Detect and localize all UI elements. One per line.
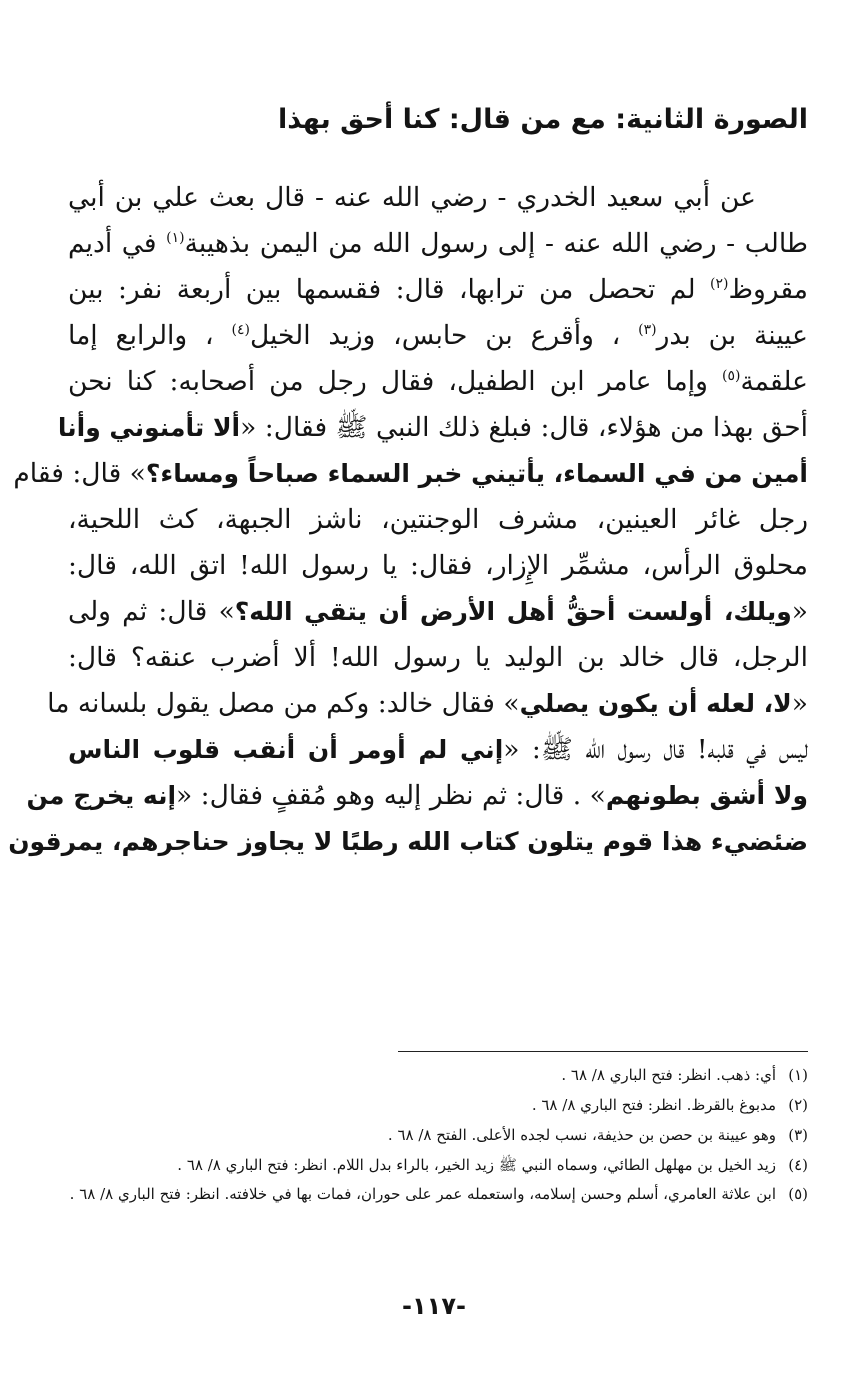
footnote-number: (٥)	[788, 1185, 808, 1203]
text-line	[68, 497, 808, 543]
bold-hadith-text: ضئضيء هذا قوم يتلون كتاب الله رطبًا لا يجاوز حناجرهم، يمرقون	[8, 827, 808, 856]
text-line	[13, 451, 808, 497]
text-segment: » قال: فقام	[13, 458, 146, 489]
footnote-ref: (٣)	[638, 322, 657, 339]
footnote	[68, 1090, 808, 1120]
footnote-number: (٣)	[788, 1126, 808, 1144]
footnote-text: أي: ذهب. انظر: فتح الباري ٨/ ٦٨ .	[561, 1066, 776, 1084]
text-segment: عيينة بن بدر	[656, 320, 808, 351]
text-segment: طالب - رضي الله عنه - إلى رسول الله من اليمن بذهيبة	[184, 228, 808, 259]
text-line	[68, 727, 808, 773]
footnotes	[68, 1060, 808, 1208]
footnote-number: (٢)	[788, 1096, 808, 1114]
footnote-text: زيد الخيل بن مهلهل الطائي، وسماه النبي ﷺ زيد الخير، بالراء بدل اللام. انظر: فتح الباري ٨/ ٦٨ .	[177, 1156, 776, 1174]
text-line	[47, 681, 808, 727]
bold-hadith-text: ويلك، أولست أحقُّ أهل الأرض أن يتقي الله؟	[234, 597, 792, 626]
text-line	[68, 313, 808, 359]
text-segment: » . قال: ثم نظر إليه وهو مُقفٍ فقال: «	[176, 780, 606, 811]
text-segment: لم تحصل من ترابها، قال: فقسمها بين أربعة نفر: بين	[68, 274, 710, 305]
text-segment: ، وأقرع بن حابس، وزيد الخيل	[249, 320, 639, 351]
text-line	[68, 543, 808, 589]
bold-hadith-text: ولا أشق بطونهم	[605, 781, 808, 810]
footnote	[68, 1180, 808, 1208]
text-segment: «	[791, 688, 808, 719]
text-segment: علقمة	[740, 366, 808, 397]
footnote	[68, 1150, 808, 1180]
footnote-ref: (٤)	[231, 322, 250, 339]
text-segment: مقروظ	[728, 274, 808, 305]
page-number: -١١٧-	[402, 1292, 466, 1320]
book-page	[8, 0, 808, 1380]
text-segment: عن أبي سعيد الخدري - رضي الله عنه - قال بعث علي بن أبي	[68, 182, 756, 213]
bold-hadith-text: لا، لعله أن يكون يصلي	[519, 689, 792, 718]
bold-hadith-text: ألا تأمنوني وأنا	[57, 413, 241, 442]
text-line	[68, 359, 808, 405]
section-heading: الصورة الثانية: مع من قال: كنا أحق بهذا	[277, 104, 808, 135]
footnote-text: مدبوغ بالقرظ. انظر: فتح الباري ٨/ ٦٨ .	[531, 1096, 776, 1114]
footnote-ref: (٢)	[710, 276, 729, 293]
bold-hadith-text: أمين من في السماء، يأتيني خبر السماء صباحاً ومساء؟	[145, 459, 808, 488]
footnote-text: ابن علاثة العامري، أسلم وحسن إسلامه، واستعمله عمر على حوران، فمات بها في خلافته. انظر: فتح الباري ٨/ ٦٨ .	[69, 1185, 776, 1203]
text-segment: ، والرابع إما	[68, 320, 232, 351]
text-line	[68, 175, 808, 221]
footnote-number: (٤)	[788, 1156, 808, 1174]
footnote-number: (١)	[788, 1066, 808, 1084]
text-segment: أحق بهذا من هؤلاء، قال: فبلغ ذلك النبي ﷺ فقال: «	[240, 412, 808, 443]
text-line	[68, 635, 808, 681]
bold-hadith-text: إنه يخرج من	[26, 781, 177, 810]
text-line	[68, 267, 808, 313]
footnote	[68, 1120, 808, 1150]
text-segment: » فقال خالد: وكم من مصل يقول بلسانه ما	[47, 688, 520, 719]
footnote-ref: (١)	[166, 230, 185, 247]
text-line	[26, 773, 808, 819]
text-segment: رجل غائر العينين، مشرف الوجنتين، ناشز الجبهة، كث اللحية،	[68, 504, 808, 535]
text-line	[68, 221, 808, 267]
footnote	[68, 1060, 808, 1090]
footnote-separator	[398, 1051, 808, 1052]
text-line	[68, 589, 808, 635]
text-line	[57, 405, 808, 451]
bold-hadith-text: إني لم أومر أن أنقب قلوب الناس	[68, 735, 504, 764]
text-segment: ليس في قلبه! قال رسول الله ﷺ: «	[503, 734, 808, 765]
text-line	[8, 819, 808, 865]
text-segment: وإما عامر ابن الطفيل، فقال رجل من أصحابه: كنا نحن	[68, 366, 722, 397]
text-segment: الرجل، قال خالد بن الوليد يا رسول الله! ألا أضرب عنقه؟ قال:	[68, 642, 808, 673]
footnote-ref: (٥)	[722, 368, 741, 385]
text-segment: محلوق الرأس، مشمِّر الإِزار، فقال: يا رسول الله! اتق الله، قال:	[68, 550, 808, 581]
text-segment: «	[791, 596, 808, 627]
text-segment: » قال: ثم ولى	[68, 596, 235, 627]
body-text	[8, 175, 808, 865]
text-segment: في أديم	[68, 228, 167, 259]
footnote-text: وهو عيينة بن حصن بن حذيفة، نسب لجده الأعلى. الفتح ٨/ ٦٨ .	[387, 1126, 776, 1144]
